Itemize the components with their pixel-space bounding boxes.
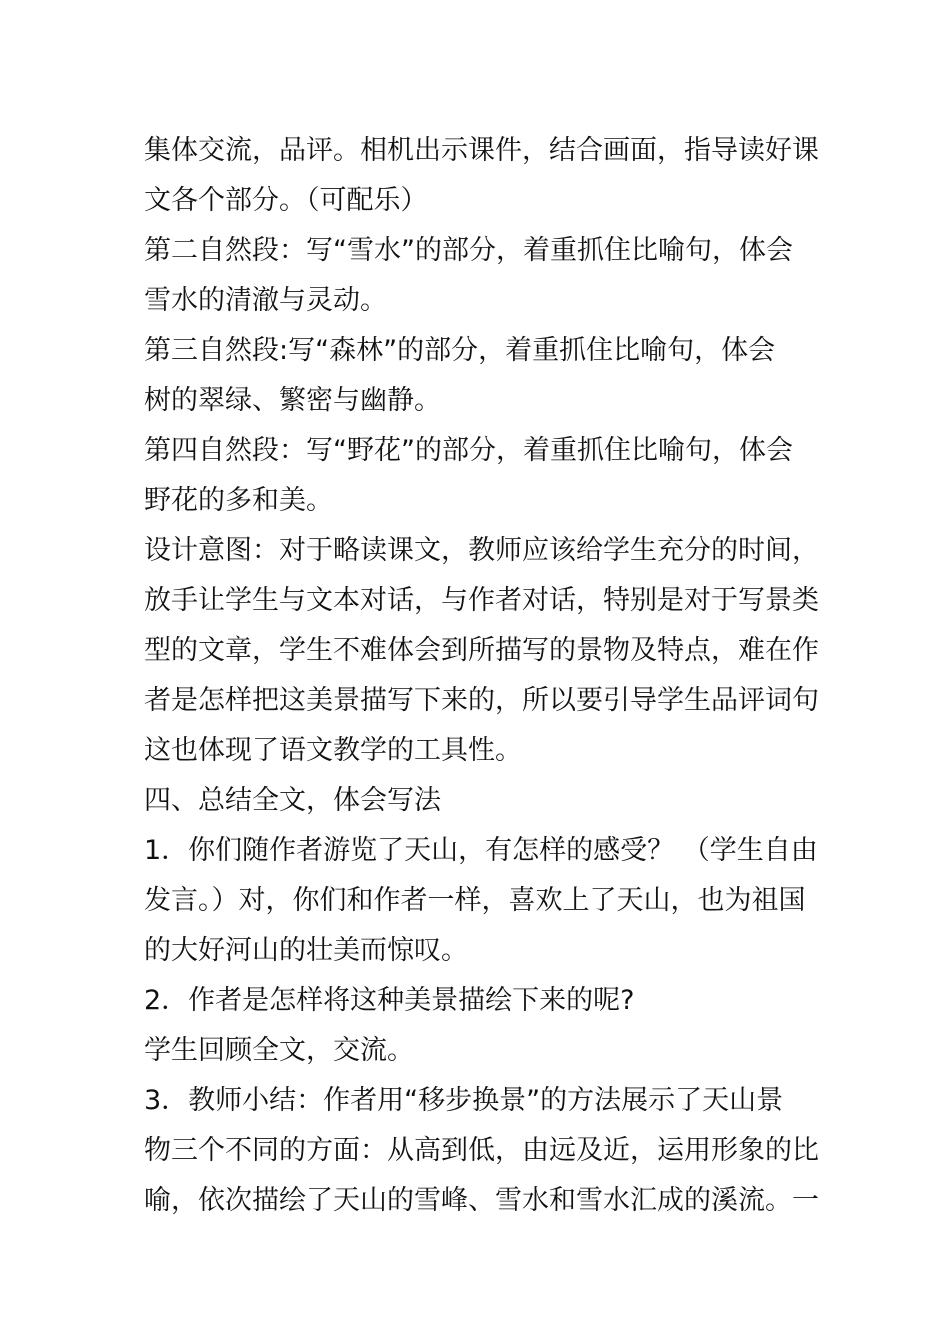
text-line: 型的文章，学生不难体会到所描写的景物及特点，难在作 bbox=[144, 635, 819, 666]
text-line: 放手让学生与文本对话，与作者对话，特别是对于写景类 bbox=[144, 585, 819, 616]
text-line: 1．你们随作者游览了天山，有怎样的感受？ （学生自由 bbox=[144, 835, 818, 866]
text-line: 集体交流，品评。相机出示课件，结合画面，指导读好课 bbox=[144, 135, 819, 166]
text-line: 树的翠绿、繁密与幽静。 bbox=[144, 385, 441, 416]
text-line: 雪水的清澈与灵动。 bbox=[144, 285, 387, 316]
document-body bbox=[144, 126, 819, 1226]
text-line: 3．教师小结：作者用“移步换景”的方法展示了天山景 bbox=[144, 1085, 784, 1116]
text-line: 物三个不同的方面：从高到低，由远及近，运用形象的比 bbox=[144, 1135, 819, 1166]
text-line: 第二自然段：写“雪水”的部分，着重抓住比喻句，体会 bbox=[144, 235, 793, 266]
text-line: 文各个部分。（可配乐） bbox=[144, 185, 428, 216]
text-line: 野花的多和美。 bbox=[144, 485, 333, 516]
text-line: 2．作者是怎样将这种美景描绘下来的呢? bbox=[144, 985, 635, 1016]
section-heading: 四、总结全文，体会写法 bbox=[144, 785, 441, 816]
text-line: 设计意图：对于略读课文，教师应该给学生充分的时间， bbox=[144, 535, 819, 566]
text-line: 者是怎样把这美景描写下来的，所以要引导学生品评词句 bbox=[144, 685, 819, 716]
text-line: 学生回顾全文，交流。 bbox=[144, 1035, 414, 1066]
text-line: 发言。）对，你们和作者一样，喜欢上了天山，也为祖国 bbox=[144, 885, 806, 916]
text-line: 第四自然段：写“野花”的部分，着重抓住比喻句，体会 bbox=[144, 435, 793, 466]
text-line: 的大好河山的壮美而惊叹。 bbox=[144, 935, 468, 966]
text-line: 喻，依次描绘了天山的雪峰、雪水和雪水汇成的溪流。一 bbox=[144, 1185, 819, 1216]
text-line: 第三自然段:写“森林”的部分，着重抓住比喻句，体会 bbox=[144, 335, 776, 366]
text-line: 这也体现了语文教学的工具性。 bbox=[144, 735, 522, 766]
